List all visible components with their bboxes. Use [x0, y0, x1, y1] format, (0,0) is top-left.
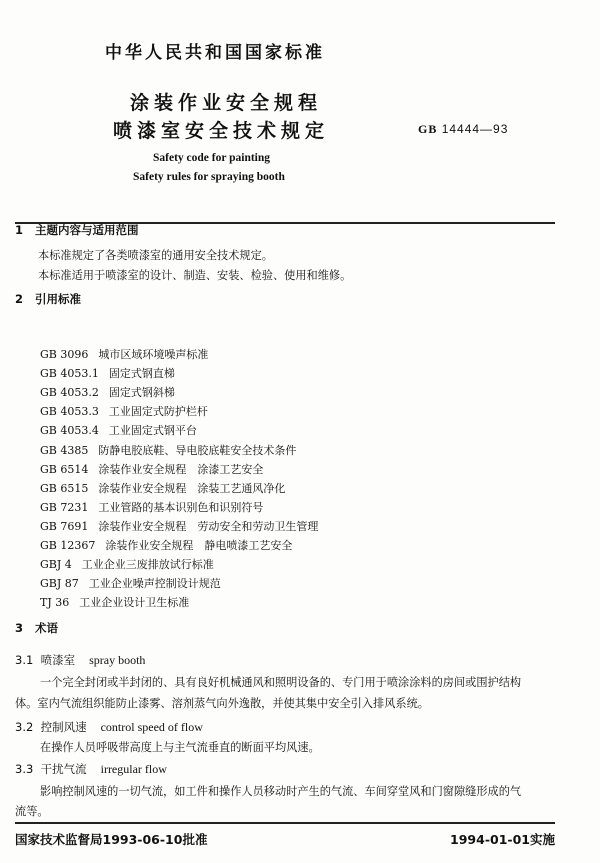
english-title-2: Safety rules for spraying booth — [133, 171, 285, 183]
reference-item — [40, 499, 263, 515]
reference-title: 工业企业噪声控制设计规范 — [88, 577, 221, 591]
reference-code: GB 7231 — [40, 500, 89, 514]
reference-item — [40, 384, 175, 400]
reference-title: 涂装作业安全规程 劳动安全和劳动卫生管理 — [98, 519, 319, 533]
approval-date: 国家技术监督局1993-06-10批准 — [15, 832, 208, 847]
term-chinese: 干扰气流 — [40, 762, 87, 776]
reference-code: GBJ 87 — [40, 577, 79, 591]
footer-rule — [15, 822, 555, 824]
title-line-1: 涂装作业安全规程 — [130, 92, 323, 114]
implementation-date: 1994-01-01实施 — [450, 832, 555, 847]
section-title: 主题内容与适用范围 — [35, 223, 139, 237]
reference-title: 涂装作业安全规程 涂装工艺通风净化 — [98, 481, 286, 495]
reference-code: GB 4053.2 — [40, 386, 99, 400]
section-3-heading — [15, 620, 58, 636]
reference-code: TJ 36 — [40, 596, 70, 610]
term-chinese: 喷漆室 — [40, 653, 76, 667]
title-line-2: 喷漆室安全技术规定 — [113, 120, 330, 142]
term-number: 3.2 — [15, 720, 34, 734]
section-title: 引用标准 — [35, 292, 82, 306]
english-title-1: Safety code for painting — [153, 152, 271, 164]
reference-title: 防静电胶底鞋、导电胶底鞋安全技术条件 — [98, 443, 297, 457]
reference-item — [40, 537, 292, 553]
term-definition-line: 在操作人员呼吸带高度上与主气流垂直的断面平均风速。 — [40, 741, 320, 754]
reference-title: 工业固定式钢平台 — [108, 424, 197, 438]
reference-code: GB 12367 — [40, 539, 96, 552]
reference-title: 城市区域环境噪声标准 — [98, 348, 209, 361]
term-heading — [15, 652, 145, 668]
reference-title: 固定式钢直梯 — [108, 367, 175, 381]
reference-item — [40, 365, 175, 381]
reference-code: GB 4385 — [40, 443, 89, 457]
reference-title: 工业固定式防护栏杆 — [108, 405, 208, 419]
reference-item — [40, 556, 214, 572]
section-1-heading — [15, 222, 139, 238]
reference-title: 固定式钢斜梯 — [108, 386, 175, 400]
term-heading — [15, 719, 203, 735]
section-number: 1 — [15, 223, 24, 237]
code-prefix: GB — [418, 122, 438, 136]
reference-code: GB 3096 — [40, 348, 89, 361]
reference-item — [40, 461, 263, 477]
section-number: 2 — [15, 292, 24, 306]
reference-item — [40, 575, 221, 591]
term-number: 3.3 — [15, 762, 34, 776]
reference-code: GB 7691 — [40, 519, 89, 533]
paragraph: 本标准适用于喷漆室的设计、制造、安装、检验、使用和维修。 — [38, 269, 352, 282]
term-definition-line: 一个完全封闭或半封闭的、具有良好机械通风和照明设备的、专门用于喷涂涂料的房间或围护结构 — [40, 676, 522, 689]
reference-item — [40, 403, 208, 419]
section-number: 3 — [15, 621, 24, 635]
reference-title: 工业企业三废排放试行标准 — [81, 558, 214, 572]
national-standard-heading: 中华人民共和国国家标准 — [105, 43, 325, 63]
reference-title: 涂装作业安全规程 涂漆工艺安全 — [98, 462, 264, 476]
term-chinese: 控制风速 — [40, 720, 87, 734]
reference-item — [40, 594, 189, 610]
section-title: 术语 — [35, 621, 59, 635]
reference-title: 工业企业设计卫生标准 — [79, 596, 190, 610]
reference-code: GB 4053.3 — [40, 405, 99, 419]
reference-item — [40, 442, 296, 458]
term-heading — [15, 761, 167, 777]
reference-title: 涂装作业安全规程 静电喷漆工艺安全 — [105, 539, 293, 552]
reference-item — [40, 422, 197, 438]
section-2-heading — [15, 291, 81, 307]
standard-code — [418, 122, 508, 137]
term-number: 3.1 — [15, 653, 34, 667]
term-definition-line: 影响控制风速的一切气流，如工件和操作人员移动时产生的气流、车间穿堂风和门窗隙缝形成的气 — [40, 785, 522, 798]
term-definition-line: 流等。 — [15, 805, 49, 818]
reference-code: GB 4053.1 — [40, 367, 99, 381]
reference-code: GB 6514 — [40, 462, 89, 476]
reference-item — [40, 480, 285, 496]
reference-code: GB 6515 — [40, 481, 89, 495]
reference-title: 工业管路的基本识别色和识别符号 — [98, 500, 264, 514]
term-english: irregular flow — [100, 762, 167, 776]
reference-item — [40, 518, 318, 534]
paragraph: 本标准规定了各类喷漆室的通用安全技术规定。 — [38, 249, 273, 262]
reference-item — [40, 346, 208, 362]
term-english: control speed of flow — [100, 720, 203, 734]
reference-code: GB 4053.4 — [40, 424, 99, 438]
term-english: spray booth — [89, 653, 146, 667]
term-definition-line: 体。室内气流组织能防止漆雾、溶剂蒸气向外逸散，并使其集中安全引入排风系统。 — [15, 697, 429, 710]
code-number: 14444—93 — [441, 122, 509, 136]
reference-code: GBJ 4 — [40, 558, 72, 572]
